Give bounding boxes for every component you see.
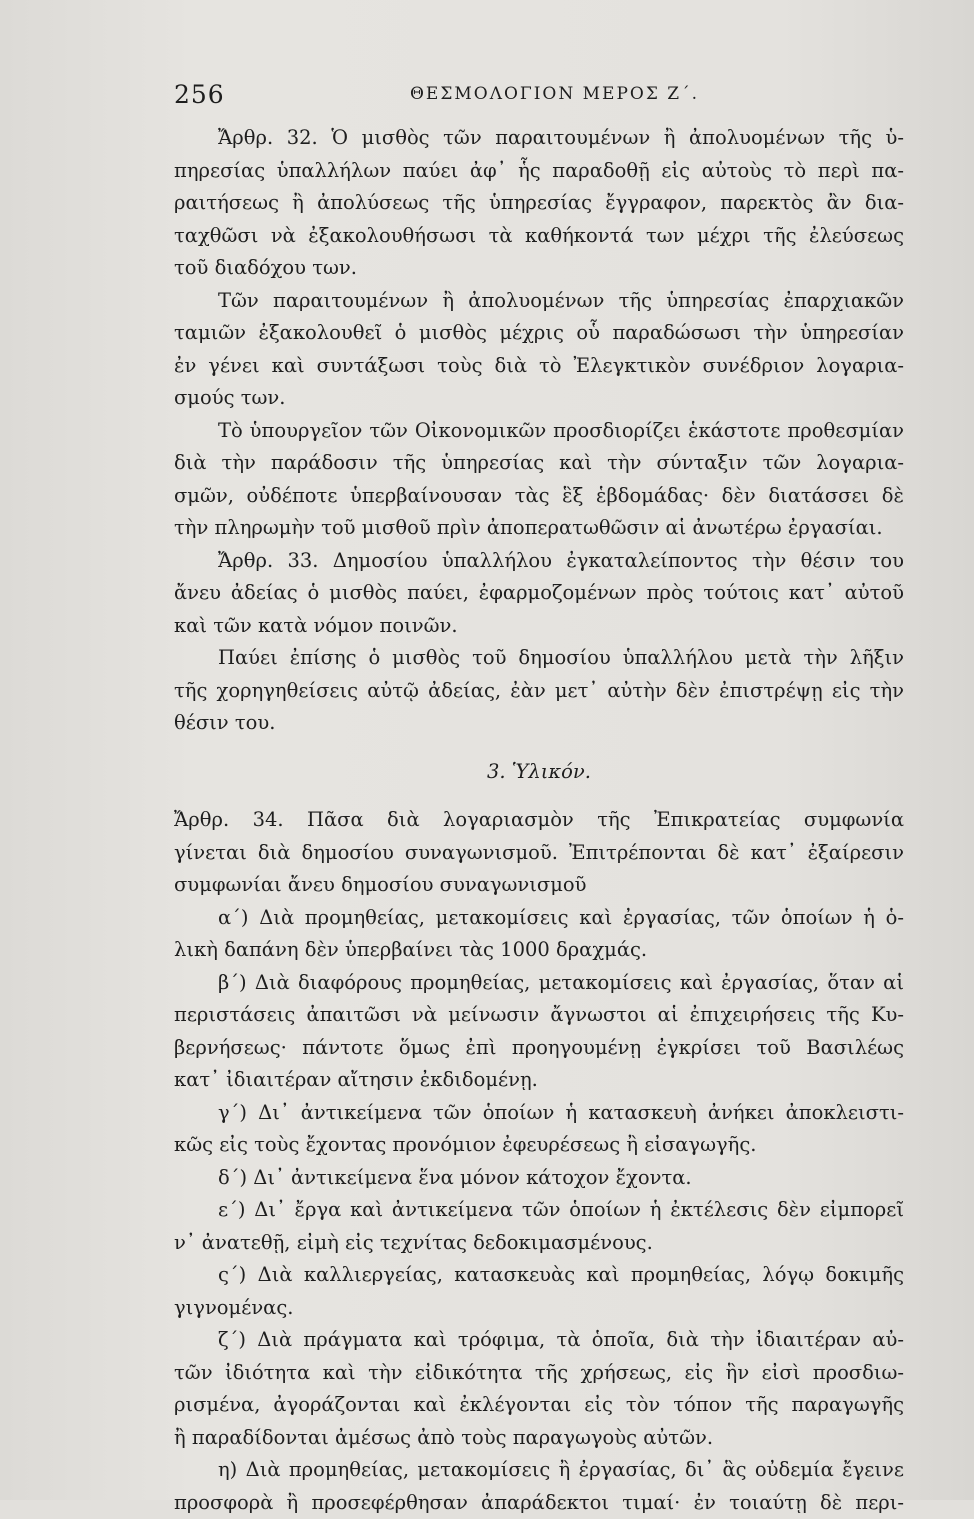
- text-line: σμῶν, οὐδέποτε ὑπερβαίνουσαν τὰς ἓξ ἑβδομάδας· δὲν διατάσσει δὲ: [174, 480, 904, 513]
- text-line: ν᾽ ἀνατεθῇ, εἰμὴ εἰς τεχνίτας δεδοκιμασμένους.: [174, 1227, 904, 1260]
- text-line: λικὴ δαπάνη δὲν ὑπερβαίνει τὰς 1000 δραχμάς.: [174, 934, 904, 967]
- text-line: προσφορὰ ἢ προσεφέρθησαν ἀπαράδεκτοι τιμαί· ἐν τοιαύτῃ δὲ περι-: [174, 1487, 904, 1519]
- text-line: γ΄) Δι᾽ ἀντικείμενα τῶν ὁποίων ἡ κατασκευὴ ἀνήκει ἀποκλειστι-: [174, 1097, 904, 1130]
- page-header: [174, 80, 904, 110]
- text-line: κατ᾽ ἰδιαιτέραν αἴτησιν ἐκδιδομένῃ.: [174, 1064, 904, 1097]
- text-line: σμούς των.: [174, 382, 904, 415]
- text-line: δ΄) Δι᾽ ἀντικείμενα ἕνα μόνον κάτοχον ἔχοντα.: [174, 1162, 904, 1195]
- text-line: ἄνευ ἀδείας ὁ μισθὸς παύει, ἐφαρμοζομένων πρὸς τούτοις κατ᾽ αὐτοῦ: [174, 577, 904, 610]
- text-line: α΄) Διὰ προμηθείας, μετακομίσεις καὶ ἐργασίας, τῶν ὁποίων ἡ ὁ-: [174, 902, 904, 935]
- text-line: ταχθῶσι νὰ ἐξακολουθήσωσι τὰ καθήκοντά των μέχρι τῆς ἐλεύσεως: [174, 220, 904, 253]
- text-line: ραιτήσεως ἢ ἀπολύσεως τῆς ὑπηρεσίας ἔγγραφον, παρεκτὸς ἂν δια-: [174, 187, 904, 220]
- text-line: Τῶν παραιτουμένων ἢ ἀπολυομένων τῆς ὑπηρεσίας ἐπαρχιακῶν: [174, 285, 904, 318]
- text-line: ε΄) Δι᾽ ἔργα καὶ ἀντικείμενα τῶν ὁποίων ἡ ἐκτέλεσις δὲν εἰμπορεῖ: [174, 1194, 904, 1227]
- text-line: ἐν γένει καὶ συντάξωσι τοὺς διὰ τὸ Ἐλεγκτικὸν συνέδριον λογαρια-: [174, 350, 904, 383]
- text-line: τῶν ἰδιότητα καὶ τὴν εἰδικότητα τῆς χρήσεως, εἰς ἣν εἰσὶ προσδιω-: [174, 1357, 904, 1390]
- text-line: τὴν πληρωμὴν τοῦ μισθοῦ πρὶν ἀποπερατωθῶσιν αἱ ἀνωτέρω ἐργασίαι.: [174, 512, 904, 545]
- text-line: θέσιν του.: [174, 707, 904, 740]
- text-line: γίνεται διὰ δημοσίου συναγωνισμοῦ. Ἐπιτρέπονται δὲ κατ᾽ ἐξαίρεσιν: [174, 837, 904, 870]
- text-line: Ἄρθρ. 34. Πᾶσα διὰ λογαριασμὸν τῆς Ἐπικρατείας συμφωνία: [174, 804, 904, 837]
- text-line: ταμιῶν ἐξακολουθεῖ ὁ μισθὸς μέχρις οὗ παραδώσωσι τὴν ὑπηρεσίαν: [174, 317, 904, 350]
- text-line: Ἄρθρ. 33. Δημοσίου ὑπαλλήλου ἐγκαταλείποντος τὴν θέσιν του: [174, 545, 904, 578]
- text-line: συμφωνίαι ἄνευ δημοσίου συναγωνισμοῦ: [174, 869, 904, 902]
- text-line: καὶ τῶν κατὰ νόμον ποινῶν.: [174, 610, 904, 643]
- text-line: πηρεσίας ὑπαλλήλων παύει ἀφ᾽ ἧς παραδοθῇ εἰς αὐτοὺς τὸ περὶ πα-: [174, 155, 904, 188]
- text-line: β΄) Διὰ διαφόρους προμηθείας, μετακομίσεις καὶ ἐργασίας, ὅταν αἱ: [174, 967, 904, 1000]
- text-line: διὰ τὴν παράδοσιν τῆς ὑπηρεσίας καὶ τὴν σύνταξιν τῶν λογαρια-: [174, 447, 904, 480]
- text-line: βερνήσεως· πάντοτε ὅμως ἐπὶ προηγουμένῃ ἐγκρίσει τοῦ Βασιλέως: [174, 1032, 904, 1065]
- text-line: ἢ παραδίδονται ἀμέσως ἀπὸ τοὺς παραγωγοὺς αὐτῶν.: [174, 1422, 904, 1455]
- text-line: τοῦ διαδόχου των.: [174, 252, 904, 285]
- page-number: 256: [174, 80, 225, 109]
- running-head: ΘΕΣΜΟΛΟΓΙΟΝ ΜΕΡΟΣ Ζ΄.: [410, 84, 699, 104]
- text-line: η) Διὰ προμηθείας, μετακομίσεις ἢ ἐργασίας, δι᾽ ἃς οὐδεμία ἔγεινε: [174, 1454, 904, 1487]
- text-line: Τὸ ὑπουργεῖον τῶν Οἰκονομικῶν προσδιορίζει ἑκάστοτε προθεσμίαν: [174, 415, 904, 448]
- text-line: ζ΄) Διὰ πράγματα καὶ τρόφιμα, τὰ ὁποῖα, διὰ τὴν ἰδιαιτέραν αὐ-: [174, 1324, 904, 1357]
- text-line: τῆς χορηγηθείσεις αὐτῷ ἀδείας, ἐὰν μετ᾽ αὐτὴν δὲν ἐπιστρέψῃ εἰς τὴν: [174, 675, 904, 708]
- text-line: κῶς εἰς τοὺς ἔχοντας προνόμιον ἐφευρέσεως ἢ εἰσαγωγῆς.: [174, 1129, 904, 1162]
- text-line: γιγνομένας.: [174, 1292, 904, 1325]
- text-line: ς΄) Διὰ καλλιεργείας, κατασκευὰς καὶ προμηθείας, λόγῳ δοκιμῆς: [174, 1259, 904, 1292]
- text-line: ρισμένα, ἀγοράζονται καὶ ἐκλέγονται εἰς τὸν τόπον τῆς παραγωγῆς: [174, 1389, 904, 1422]
- text-block-articles-32-33: [174, 122, 904, 740]
- section-heading: 3. Ὑλικόν.: [174, 756, 904, 789]
- page-body: [174, 122, 904, 1519]
- text-line: Παύει ἐπίσης ὁ μισθὸς τοῦ δημοσίου ὑπαλλήλου μετὰ τὴν λῆξιν: [174, 642, 904, 675]
- text-block-article-34: [174, 804, 904, 1519]
- text-line: περιστάσεις ἀπαιτῶσι νὰ μείνωσιν ἄγνωστοι αἱ ἐπιχειρήσεις τῆς Κυ-: [174, 999, 904, 1032]
- text-line: Ἄρθρ. 32. Ὁ μισθὸς τῶν παραιτουμένων ἢ ἀπολυομένων τῆς ὑ-: [174, 122, 904, 155]
